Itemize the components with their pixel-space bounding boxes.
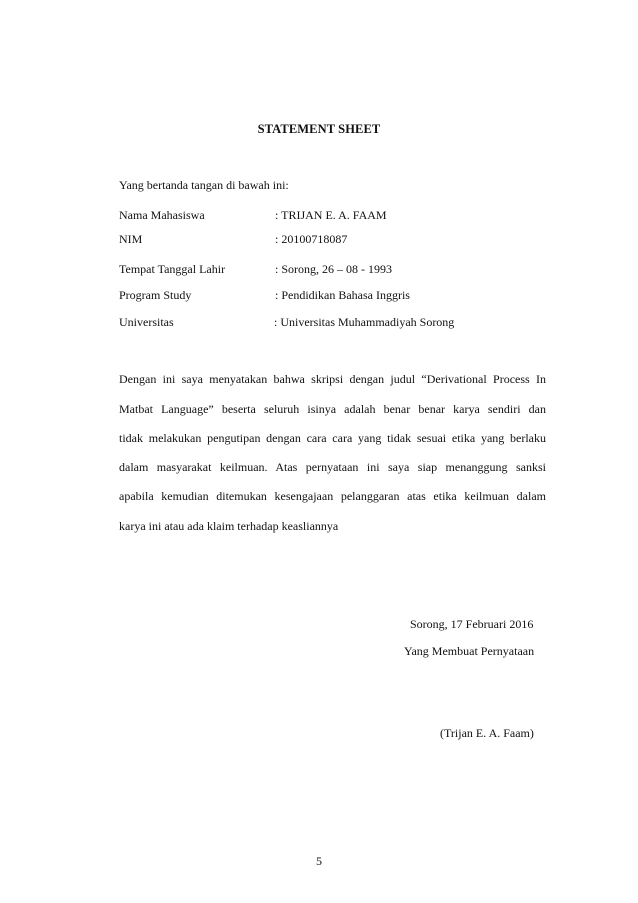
page-number: 5	[316, 854, 322, 868]
intro-text: Yang bertanda tangan di bawah ini:	[119, 178, 289, 192]
field-row-ttl	[119, 262, 549, 278]
statement-line: dalam masyarakat keilmuan. Atas pernyataan ini saya siap menanggung sanksi	[119, 460, 546, 474]
field-row-nim	[119, 232, 549, 248]
field-label-universitas: Universitas	[119, 315, 174, 329]
field-label-nim: NIM	[119, 232, 143, 246]
statement-line: apabila kemudian ditemukan kesengajaan pelanggaran atas etika keilmuan dalam	[119, 489, 546, 503]
field-label-program: Program Study	[119, 288, 192, 302]
statement-line: karya ini atau ada klaim terhadap keasliannya	[119, 519, 339, 533]
statement-line: Dengan ini saya menyatakan bahwa skripsi dengan judul “Derivational Process In	[119, 372, 546, 386]
field-value-nama: : TRIJAN E. A. FAAM	[275, 208, 387, 222]
field-value-universitas: : Universitas Muhammadiyah Sorong	[274, 315, 455, 329]
signature-place-date: Sorong, 17 Februari 2016	[410, 617, 534, 631]
signature-role: Yang Membuat Pernyataan	[404, 644, 535, 658]
signature-name: (Trijan E. A. Faam)	[440, 726, 534, 740]
field-row-nama	[119, 208, 549, 224]
field-label-ttl: Tempat Tanggal Lahir	[119, 262, 226, 276]
field-row-program	[119, 288, 549, 304]
field-row-universitas	[119, 315, 549, 331]
statement-line: Matbat Language” beserta seluruh isinya adalah benar benar karya sendiri dan	[119, 402, 546, 416]
field-label-nama: Nama Mahasiswa	[119, 208, 205, 222]
field-value-nim: : 20100718087	[275, 232, 348, 246]
page-title: STATEMENT SHEET	[257, 122, 381, 136]
field-value-program: : Pendidikan Bahasa Inggris	[275, 288, 410, 302]
field-value-ttl: : Sorong, 26 – 08 - 1993	[275, 262, 392, 276]
statement-line: tidak melakukan pengutipan dengan cara cara yang tidak sesuai etika yang berlaku	[119, 431, 546, 445]
